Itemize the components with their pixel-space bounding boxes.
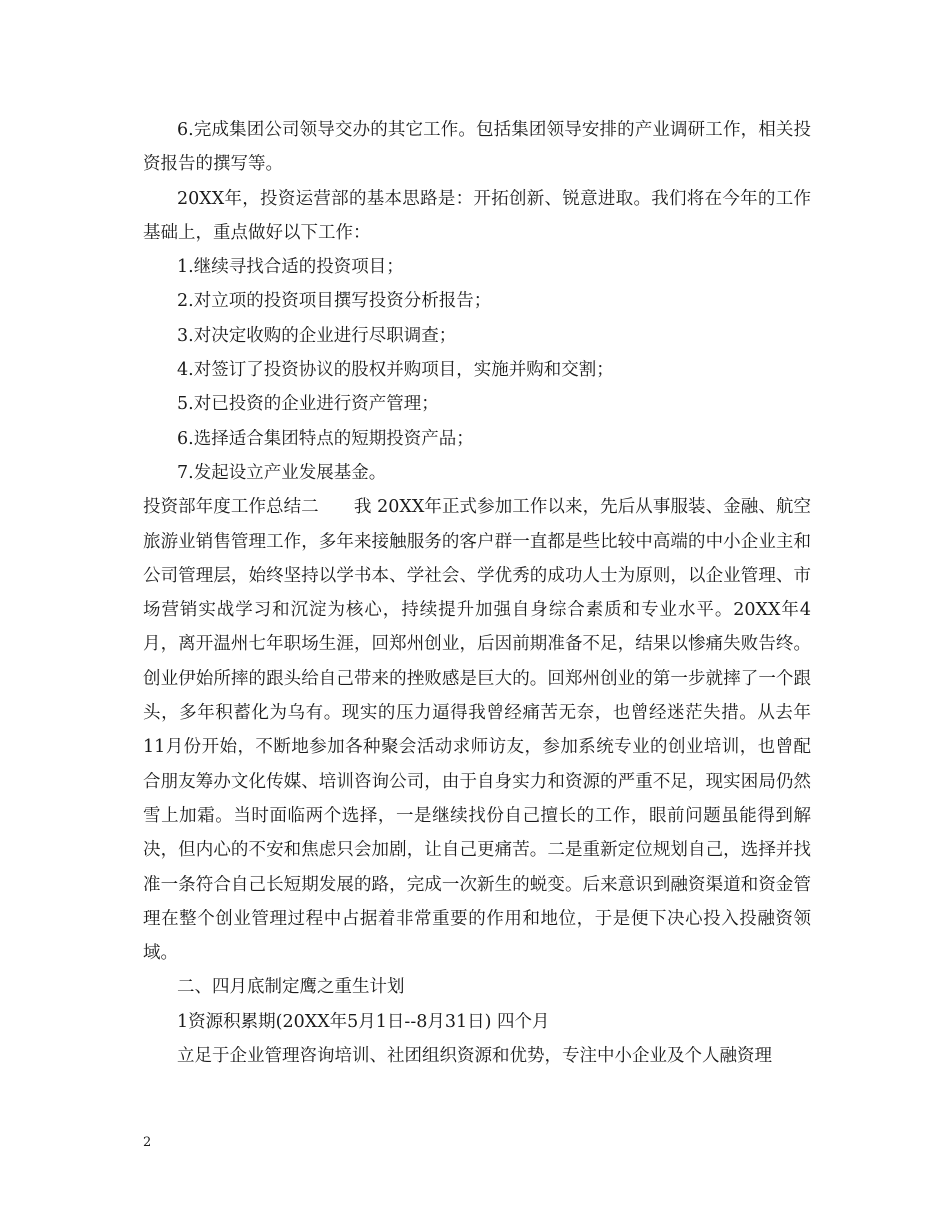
list-item-2: 2.对立项的投资项目撰写投资分析报告；: [177, 291, 492, 312]
list-item-6: 6.选择适合集团特点的短期投资产品；: [177, 428, 474, 449]
paragraph-summary-two: 投资部年度工作总结二 我 20XX年正式参加工作以来，先后从事服装、金融、航空旅游业销售管理工作，多年来接触服务的客户群一直都是些比较中高端的中小企业主和公司管理层，始终坚持以学书本、学社会、学优秀的成功人士为原则，以企业管理、市场营销实战学习和沉淀为核心，持续提升加强自身综合素质和专业水平。20XX年4月，离开温州七年职场生涯，回郑州创业，后因前期准备不足，结果以惨痛失败告终。创业伊始所摔的跟头给自己带来的挫败感是巨大的。回郑州创业的第一步就摔了一个跟头，多年积蓄化为乌有。现实的压力逼得我曾经痛苦无奈，也曾经迷茫失措。从去年11月份开始，不断地参加各种聚会活动求师访友，参加系统专业的创业培训，也曾配合朋友筹办文化传媒、培训咨询公司，由于自身实力和资源的严重不足，现实困局仍然雪上加霜。当时面临两个选择，一是继续找份自己擅长的工作，眼前问题虽能得到解决，但内心的不安和焦虑只会加剧，让自己更痛苦。二是重新定位规划自己，选择并找准一条符合自己长短期发展的路，完成一次新生的蜕变。后来意识到融资渠道和资金管理在整个创业管理过程中占据着非常重要的作用和地位，于是便下决心投入投融资领域。: [143, 497, 811, 964]
page-number: 2: [143, 1135, 152, 1150]
paragraph-phase-1-detail: 立足于企业管理咨询培训、社团组织资源和优势，专注中小企业及个人融资理: [177, 1046, 772, 1067]
list-item-1: 1.继续寻找合适的投资项目；: [177, 257, 404, 278]
paragraph-phase-1: 1资源积累期(20XX年5月1日--8月31日) 四个月: [177, 1011, 550, 1032]
paragraph-strategy: 20XX年，投资运营部的基本思路是：开拓创新、锐意进取。我们将在今年的工作基础上，重点做好以下工作：: [143, 188, 811, 243]
list-item-3: 3.对决定收购的企业进行尽职调查；: [177, 325, 457, 346]
list-item-5: 5.对已投资的企业进行资产管理；: [177, 394, 439, 415]
list-item-7: 7.发起设立产业发展基金。: [177, 462, 387, 483]
paragraph-task-6: 6.完成集团公司领导交办的其它工作。包括集团领导安排的产业调研工作，相关投资报告的撰写等。: [143, 120, 811, 175]
list-item-4: 4.对签订了投资协议的股权并购项目，实施并购和交割；: [177, 360, 614, 381]
section-heading-plan: 二、四月底制定鹰之重生计划: [177, 977, 405, 998]
document-body: [143, 113, 811, 1073]
